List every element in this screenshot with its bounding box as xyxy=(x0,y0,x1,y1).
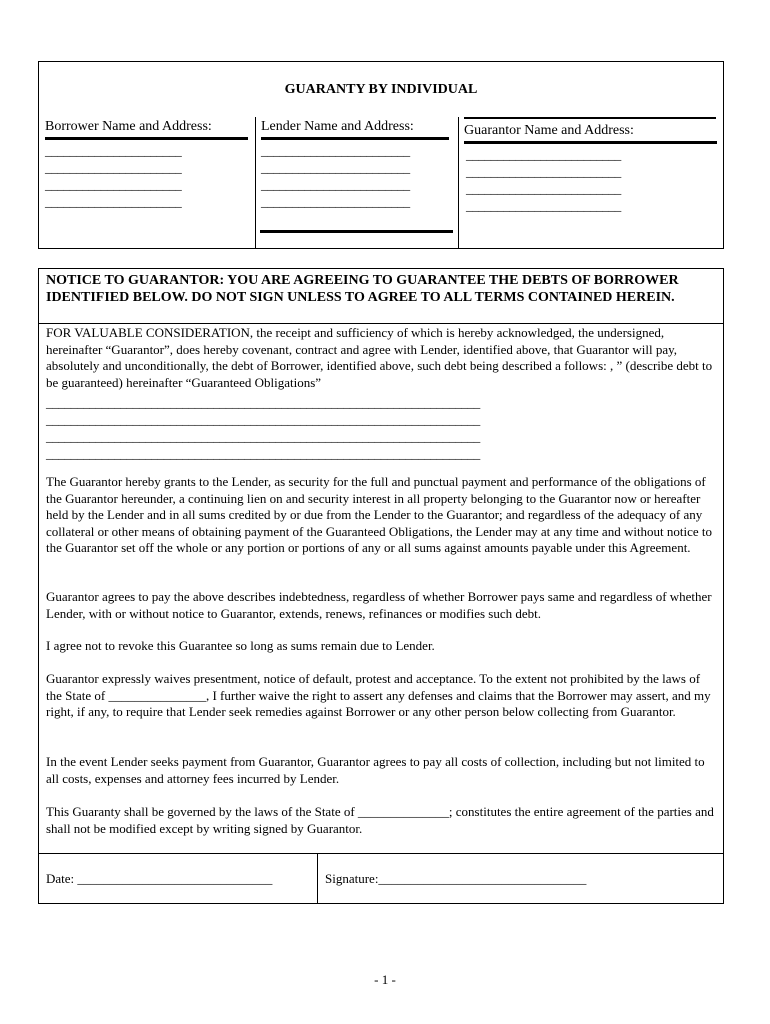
paragraph-3: Guarantor agrees to pay the above describes indebtedness, regardless of whether Borrower pays same and regardless of whether Lender, with or without notice to Guarantor, extends, renews, refinances or modifies such debt. xyxy=(46,589,712,621)
borrower-line-3[interactable]: ______________________ xyxy=(45,177,182,192)
lender-bottom-rule xyxy=(260,230,453,233)
paragraph-4: I agree not to revoke this Guarantee so long as sums remain due to Lender. xyxy=(46,638,435,653)
debt-line-1[interactable]: ______________________________________________________________________ xyxy=(46,395,481,410)
lender-line-4[interactable]: ________________________ xyxy=(261,194,410,209)
parties-box xyxy=(38,61,724,249)
lender-address-lines[interactable] xyxy=(261,142,410,210)
borrower-line-1[interactable]: ______________________ xyxy=(45,143,182,158)
debt-line-2[interactable]: ______________________________________________________________________ xyxy=(46,412,481,427)
waiver-paragraph xyxy=(46,671,715,721)
document-title: GUARANTY BY INDIVIDUAL xyxy=(284,82,478,97)
column-divider-2 xyxy=(458,117,459,248)
page-number: - 1 - xyxy=(374,972,396,987)
lender-line-1[interactable]: ________________________ xyxy=(261,143,410,158)
notice-to-guarantor: NOTICE TO GUARANTOR: YOU ARE AGREEING TO GUARANTEE THE DEBTS OF BORROWER IDENTIFIED BELOW. DO NOT SIGN UNLESS TO AGREE TO ALL TERMS CONTAINED HEREIN. xyxy=(46,273,679,305)
borrower-address-lines[interactable] xyxy=(45,142,181,210)
paragraph-2: The Guarantor hereby grants to the Lender, as security for the full and punctual payment and performance of the obligations of the Guarantor hereunder, a continuing lien on and security interest in all property belonging to the Guarantor now or hereafter held by the Lender and in all sums credited by or due from the Lender to the Guarantor; and regardless of the adequacy of any collateral or other means of obtaining payment of the Guaranteed Obligations, the Lender may at any time and without notice to the Guarantor set off the whole or any portion or portions of any or all sums against amounts payable under this Agreement. xyxy=(46,474,713,555)
paragraph-1: FOR VALUABLE CONSIDERATION, the receipt and sufficiency of which is hereby acknowledged, the undersigned, hereinafter “Guarantor”, does hereby covenant, contract and agree with Lender, identified above, that Guarantor will pay, absolutely and unconditionally, the debt of Borrower, identified above, such debt being described a follows: , ” (describe debt to be guaranteed) hereinafter “Guaranteed Obligations” xyxy=(46,325,713,390)
column-divider-1 xyxy=(255,117,256,248)
guarantor-line-1[interactable]: _________________________ xyxy=(466,147,622,162)
paragraph-5: Guarantor expressly waives presentment, notice of default, protest and acceptance. To the extent not prohibited by the laws of the State of _______________, I further waive the right to assert any defenses and claims that the Borrower may assert, and my right, if any, to require that Lender seek remedies against Borrower or any other person below collecting from Guarantor. xyxy=(46,671,711,719)
security-paragraph xyxy=(46,474,715,557)
signature-column-divider xyxy=(317,853,318,903)
paragraph-6: In the event Lender seeks payment from Guarantor, Guarantor agrees to pay all costs of collection, including but not limited to all costs, expenses and attorney fees incurred by Lender. xyxy=(46,754,705,786)
signature-divider xyxy=(39,853,723,854)
agreement-box xyxy=(38,268,724,904)
lender-line-3[interactable]: ________________________ xyxy=(261,177,410,192)
paragraph-7: This Guaranty shall be governed by the laws of the State of ______________; constitutes the entire agreement of the parties and shall not be modified except by writing signed by Guarantor. xyxy=(46,804,714,836)
notice-divider xyxy=(39,323,723,324)
guarantor-label: Guarantor Name and Address: xyxy=(464,123,717,144)
lender-label: Lender Name and Address: xyxy=(261,119,449,140)
guarantor-line-2[interactable]: _________________________ xyxy=(466,164,622,179)
borrower-label: Borrower Name and Address: xyxy=(45,119,248,140)
guarantor-line-3[interactable]: _________________________ xyxy=(466,181,622,196)
title-rule xyxy=(464,117,716,119)
guarantor-address-lines[interactable] xyxy=(466,146,621,214)
signature-field[interactable]: Signature:________________________________ xyxy=(325,871,587,886)
revoke-paragraph xyxy=(46,638,715,655)
debt-description-lines[interactable] xyxy=(46,394,480,462)
governing-law-paragraph xyxy=(46,804,715,837)
debt-line-4[interactable]: ______________________________________________________________________ xyxy=(46,446,481,461)
borrower-line-4[interactable]: ______________________ xyxy=(45,194,182,209)
indebtedness-paragraph xyxy=(46,589,715,622)
collection-paragraph xyxy=(46,754,715,787)
borrower-line-2[interactable]: ______________________ xyxy=(45,160,182,175)
debt-line-3[interactable]: ______________________________________________________________________ xyxy=(46,429,481,444)
lender-line-2[interactable]: ________________________ xyxy=(261,160,410,175)
date-field[interactable]: Date: ______________________________ xyxy=(46,871,273,886)
guarantor-line-4[interactable]: _________________________ xyxy=(466,198,622,213)
consideration-paragraph xyxy=(46,325,715,391)
